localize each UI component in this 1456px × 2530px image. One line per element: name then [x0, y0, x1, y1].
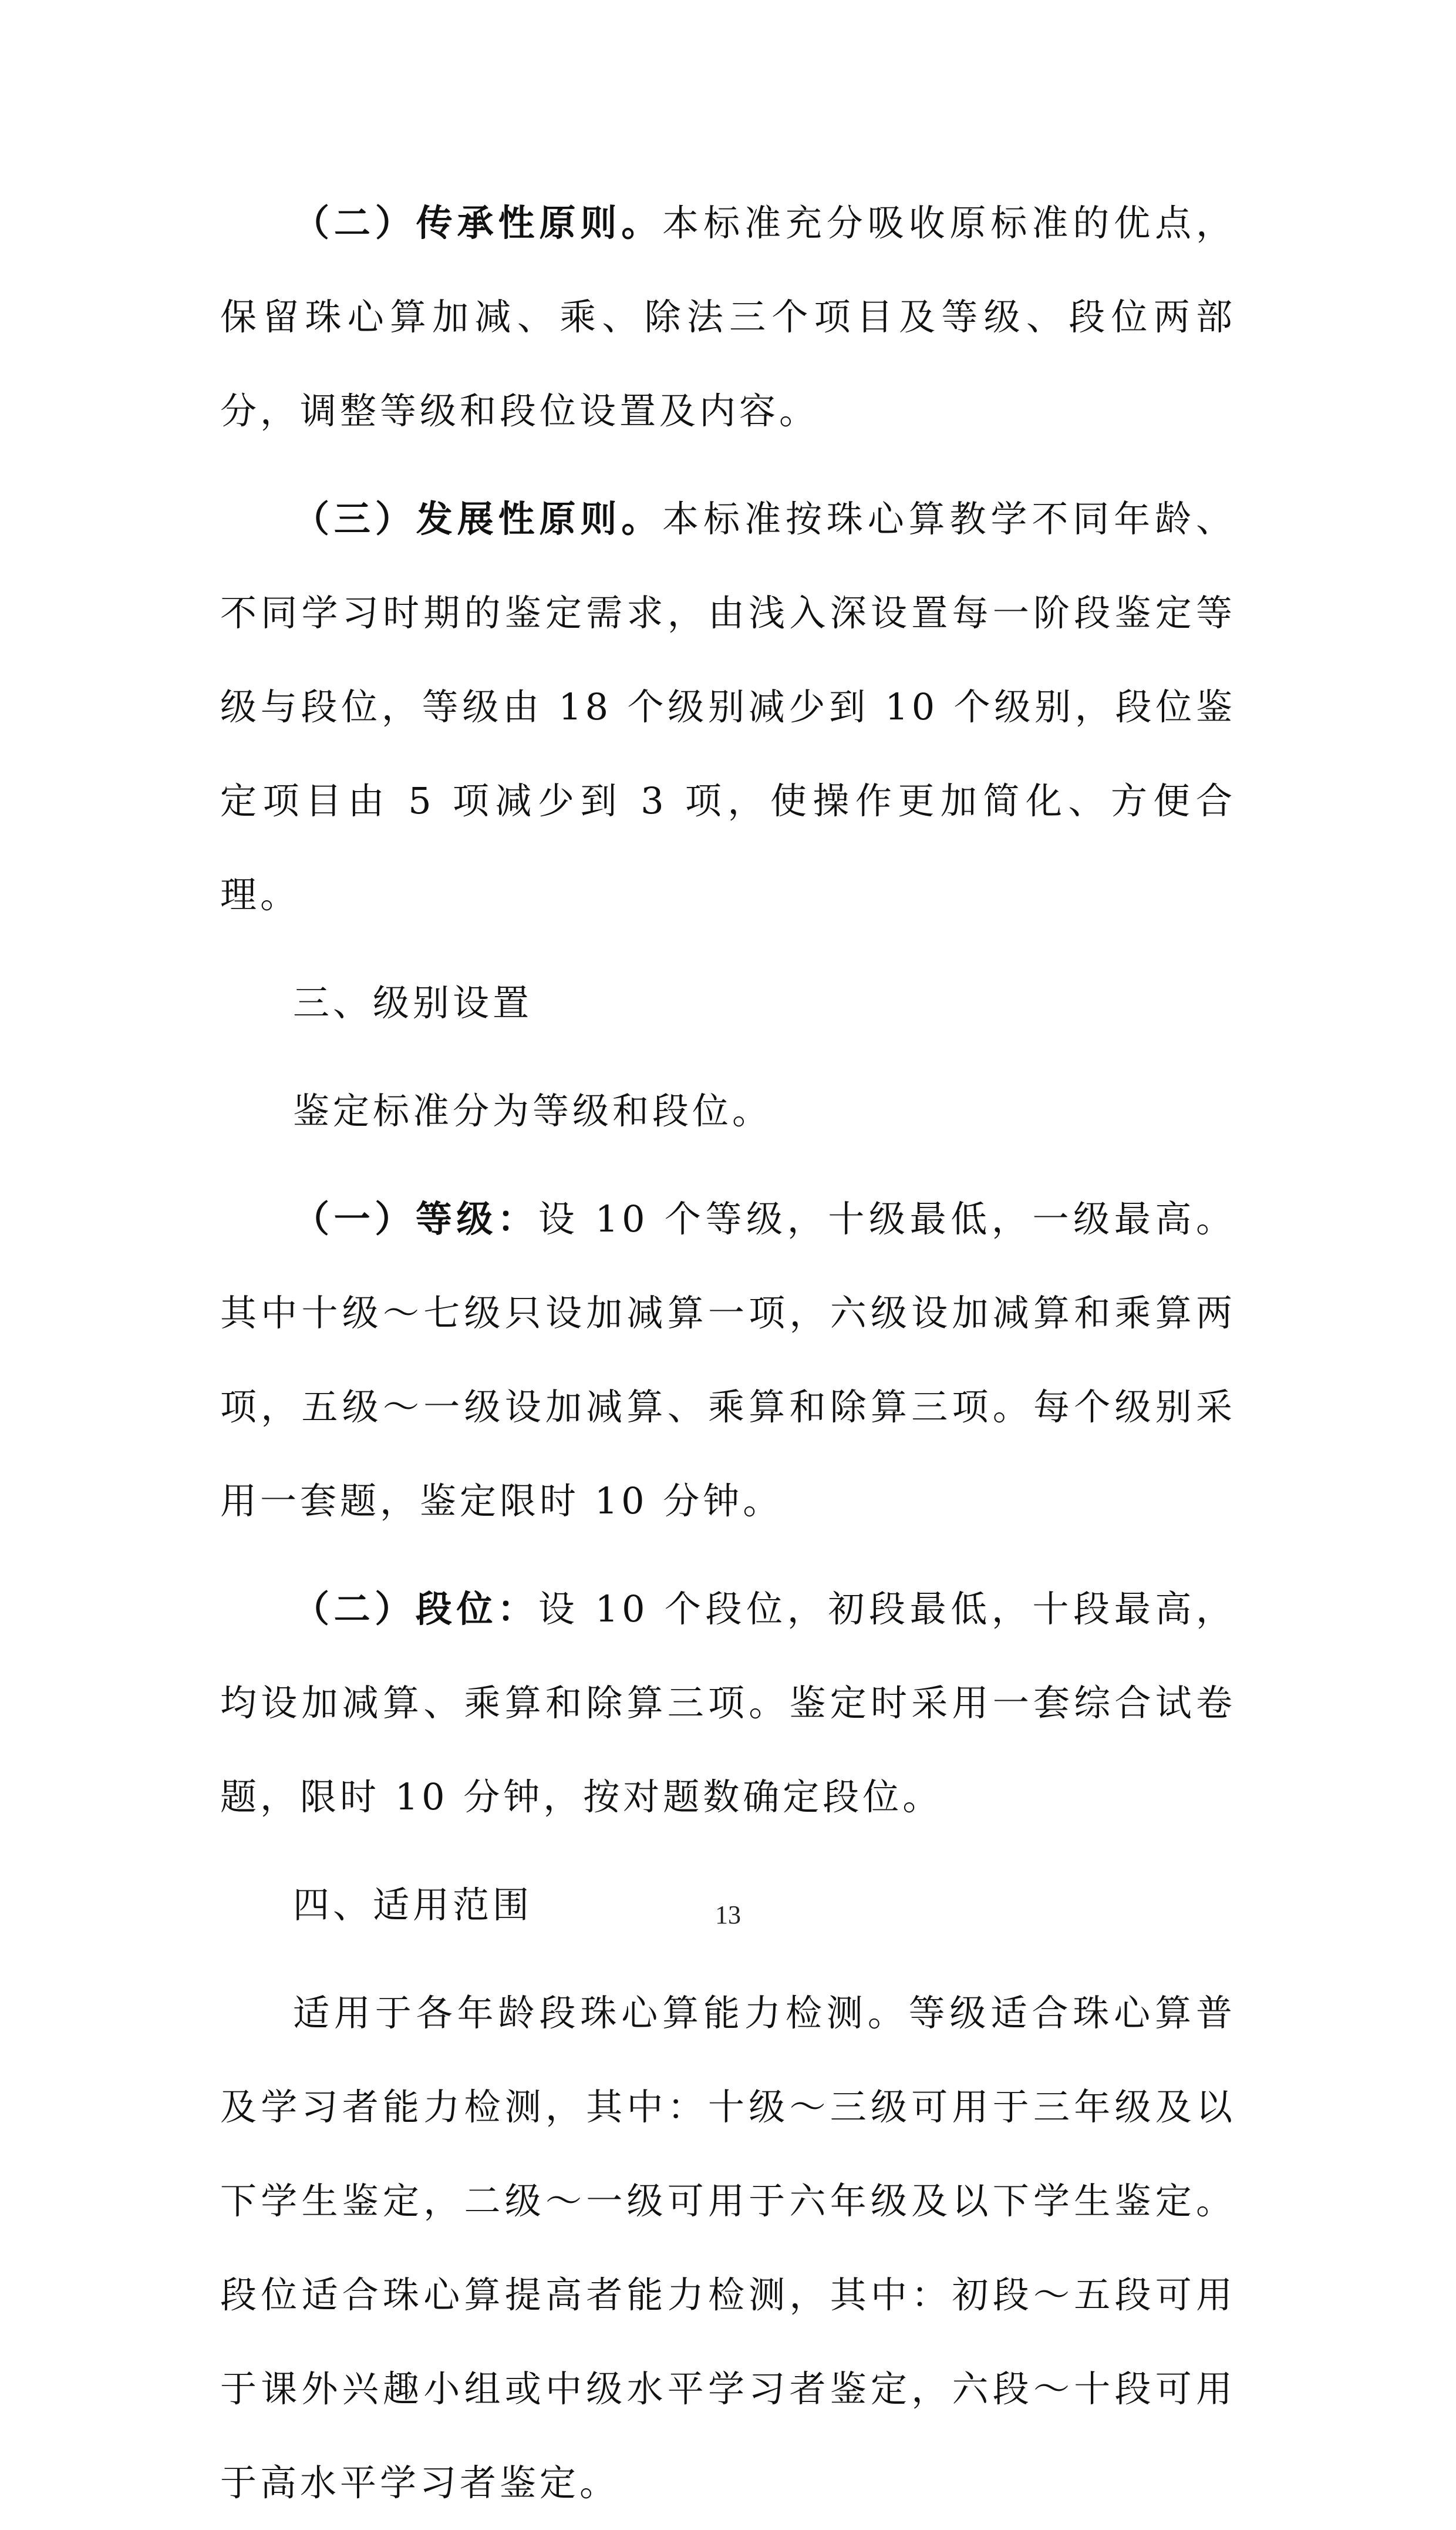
paragraph-text: 适用于各年龄段珠心算能力检测。等级适合珠心算普及学习者能力检测，其中：十级～三级可用于三年级及以下学生鉴定，二级～一级可用于六年级及以下学生鉴定。段位适合珠心算提高者能力检测，其中：初段～五段可用于课外兴趣小组或中级水平学习者鉴定，六段～十段可用于高水平学习者鉴定。	[220, 1991, 1236, 2504]
paragraph-text: 鉴定标准分为等级和段位。	[293, 1089, 773, 1132]
paragraph-lead: （二）传承性原则。	[293, 201, 663, 244]
paragraph-scope	[220, 1966, 1236, 2530]
paragraph-text: 设 10 个等级，十级最低，一级最高。其中十级～七级只设加减算一项，六级设加减算和乘算两项，五级～一级设加减算、乘算和除算三项。每个级别采用一套题，鉴定限时 10 分钟。	[220, 1197, 1236, 1522]
section-heading-scope: 四、适用范围	[293, 1883, 533, 1926]
paragraph-dan-levels	[220, 1562, 1236, 1844]
paragraph-grades	[220, 1172, 1236, 1548]
paragraph-inheritance-principle	[220, 176, 1236, 458]
paragraph-text: 设 10 个段位，初段最低，十段最高，均设加减算、乘算和除算三项。鉴定时采用一套综合试卷题，限时 10 分钟，按对题数确定段位。	[220, 1587, 1236, 1818]
section-heading-level-settings: 三、级别设置	[293, 981, 533, 1024]
paragraph-development-principle	[220, 472, 1236, 942]
paragraph-standard-division	[220, 1064, 1236, 1158]
page-number: 13	[715, 1900, 741, 1929]
paragraph-lead: （三）发展性原则。	[293, 497, 663, 540]
paragraph-text: 本标准按珠心算教学不同年龄、不同学习时期的鉴定需求，由浅入深设置每一阶段鉴定等级与段位，等级由 18 个级别减少到 10 个级别，段位鉴定项目由 5 项减少到 3 项，使操作更加简化、方便合理。	[220, 497, 1236, 916]
paragraph-lead: （二）段位：	[293, 1587, 538, 1630]
paragraph-text: 本标准充分吸收原标准的优点，保留珠心算加减、乘、除法三个项目及等级、段位两部分，调整等级和段位设置及内容。	[220, 201, 1236, 432]
paragraph-lead: （一）等级：	[293, 1197, 538, 1240]
